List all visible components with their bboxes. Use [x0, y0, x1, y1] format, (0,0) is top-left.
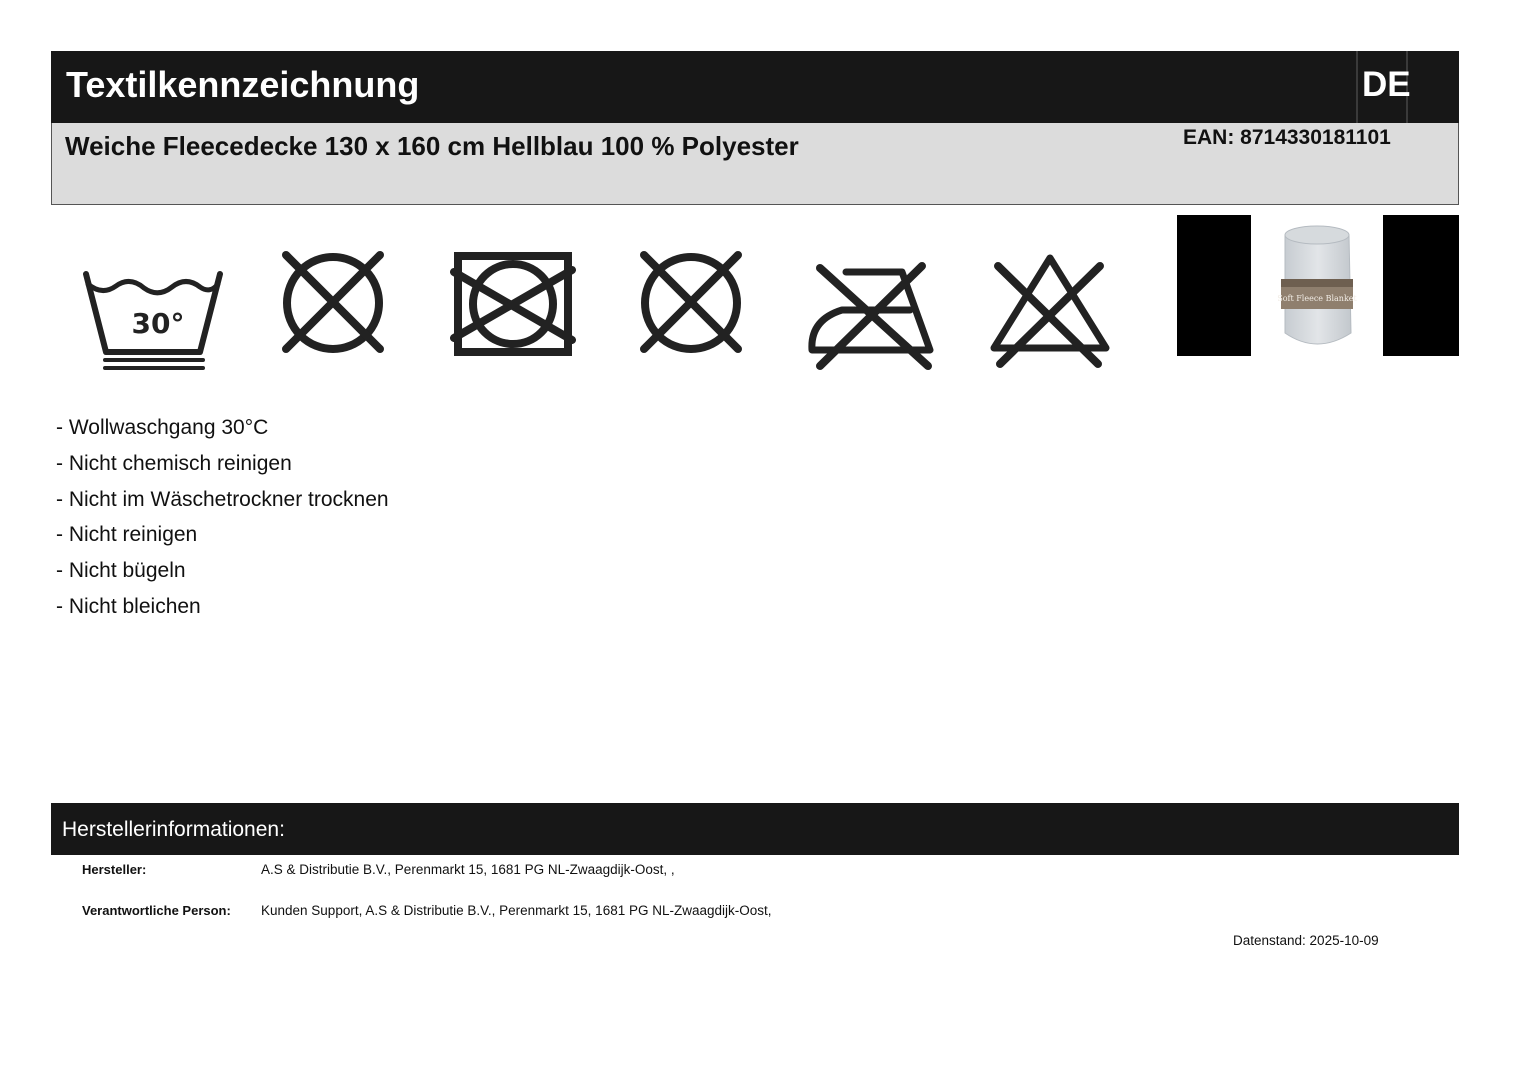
instruction-item: - Nicht bügeln — [56, 559, 186, 583]
no-dry-clean-icon — [276, 247, 391, 362]
page-title: Textilkennzeichnung — [66, 64, 420, 105]
responsible-person-label: Verantwortliche Person: — [82, 903, 231, 918]
instruction-item: - Nicht chemisch reinigen — [56, 451, 292, 475]
header-bar — [51, 51, 1459, 123]
no-iron-icon — [806, 258, 936, 373]
instruction-item: - Nicht im Wäschetrockner trocknen — [56, 487, 389, 511]
instruction-item: - Nicht bleichen — [56, 594, 201, 618]
language-code: DE — [1362, 65, 1411, 104]
instruction-item: - Nicht reinigen — [56, 523, 198, 547]
blanket-label: Soft Fleece Blanket — [1277, 294, 1357, 303]
date-stamp: Datenstand: 2025-10-09 — [1233, 933, 1379, 948]
producer-value: A.S & Distributie B.V., Perenmarkt 15, 1681 PG NL-Zwaagdijk-Oost, , — [261, 862, 675, 877]
ean-number: EAN: 8714330181101 — [1183, 126, 1391, 149]
product-name: Weiche Fleecedecke 130 x 160 cm Hellblau 100 % Polyester — [65, 131, 799, 161]
no-bleach-icon — [988, 250, 1113, 372]
language-box — [1356, 51, 1411, 123]
responsible-person-value: Kunden Support, A.S & Distributie B.V., Perenmarkt 15, 1681 PG NL-Zwaagdijk-Oost, — [261, 903, 772, 918]
manufacturer-title: Herstellerinformationen: — [62, 818, 285, 841]
product-photo — [1177, 215, 1459, 356]
no-wet-clean-icon — [634, 247, 749, 362]
wash-30-wool-icon — [78, 262, 228, 377]
no-tumble-dry-icon — [448, 250, 578, 360]
fleece-blanket-photo — [1251, 215, 1383, 356]
wash-temperature-label: 30° — [131, 307, 185, 340]
product-bar — [51, 123, 1459, 205]
care-instructions — [56, 410, 389, 625]
producer-label: Hersteller: — [82, 862, 147, 877]
instruction-item: - Wollwaschgang 30°C — [56, 416, 269, 439]
manufacturer-header — [51, 803, 1459, 855]
